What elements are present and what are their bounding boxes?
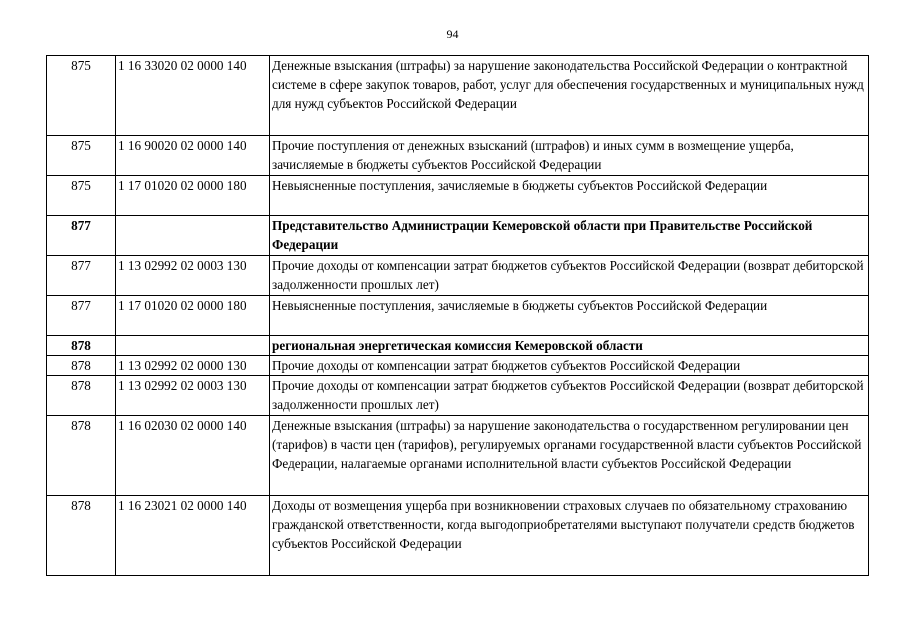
budget-classification-table [46,55,869,576]
revenue-code-cell: 1 17 01020 02 0000 180 [116,296,270,336]
revenue-code-cell: 1 16 33020 02 0000 140 [116,56,270,136]
revenue-code-cell: 1 13 02992 02 0003 130 [116,256,270,296]
description-cell: Прочие доходы от компенсации затрат бюджетов субъектов Российской Федерации (возврат дебиторской задолженности прошлых лет) [270,256,869,296]
admin-code-cell: 878 [47,496,116,576]
section-title-cell: Представительство Администрации Кемеровской области при Правительстве Российской Федерации [270,216,869,256]
admin-code-cell: 878 [47,376,116,416]
admin-code-cell: 875 [47,56,116,136]
revenue-code-cell [116,216,270,256]
revenue-code-cell: 1 13 02992 02 0003 130 [116,376,270,416]
table-row-header [47,216,869,256]
table-row [47,136,869,176]
admin-code-cell: 877 [47,216,116,256]
revenue-code-cell: 1 13 02992 02 0000 130 [116,356,270,376]
description-cell: Доходы от возмещения ущерба при возникновении страховых случаев по обязательному страхованию гражданской ответственности, когда выгодоприобретателями выступают получатели средств бюджетов субъектов Российской Федерации [270,496,869,576]
description-cell: Прочие поступления от денежных взысканий (штрафов) и иных сумм в возмещение ущерба, зачисляемые в бюджеты субъектов Российской Федерации [270,136,869,176]
admin-code-cell: 878 [47,356,116,376]
admin-code-cell: 878 [47,336,116,356]
description-cell: Прочие доходы от компенсации затрат бюджетов субъектов Российской Федерации [270,356,869,376]
revenue-code-cell: 1 16 23021 02 0000 140 [116,496,270,576]
table-row [47,296,869,336]
revenue-code-cell: 1 16 90020 02 0000 140 [116,136,270,176]
table-row [47,356,869,376]
table-row [47,256,869,296]
table-row-header [47,336,869,356]
description-cell: Невыясненные поступления, зачисляемые в бюджеты субъектов Российской Федерации [270,296,869,336]
revenue-code-cell: 1 16 02030 02 0000 140 [116,416,270,496]
admin-code-cell: 877 [47,256,116,296]
description-cell: Денежные взыскания (штрафы) за нарушение законодательства о государственном регулировании цен (тарифов) в части цен (тарифов), регулируемых органами государственной власти субъектов Российской Федерации, налагаемые органами исполнительной власти субъектов Российской Федерации [270,416,869,496]
table-row [47,416,869,496]
admin-code-cell: 877 [47,296,116,336]
table-row [47,496,869,576]
description-cell: Денежные взыскания (штрафы) за нарушение законодательства Российской Федерации о контрактной системе в сфере закупок товаров, работ, услуг для обеспечения государственных и муниципальных нужд для нужд субъектов Российской Федерации [270,56,869,136]
admin-code-cell: 878 [47,416,116,496]
table-row [47,376,869,416]
description-cell: Невыясненные поступления, зачисляемые в бюджеты субъектов Российской Федерации [270,176,869,216]
admin-code-cell: 875 [47,176,116,216]
section-title-cell: региональная энергетическая комиссия Кемеровской области [270,336,869,356]
admin-code-cell: 875 [47,136,116,176]
table-row [47,176,869,216]
revenue-code-cell [116,336,270,356]
table-row [47,56,869,136]
page-number: 94 [446,27,459,41]
revenue-code-cell: 1 17 01020 02 0000 180 [116,176,270,216]
description-cell: Прочие доходы от компенсации затрат бюджетов субъектов Российской Федерации (возврат дебиторской задолженности прошлых лет) [270,376,869,416]
